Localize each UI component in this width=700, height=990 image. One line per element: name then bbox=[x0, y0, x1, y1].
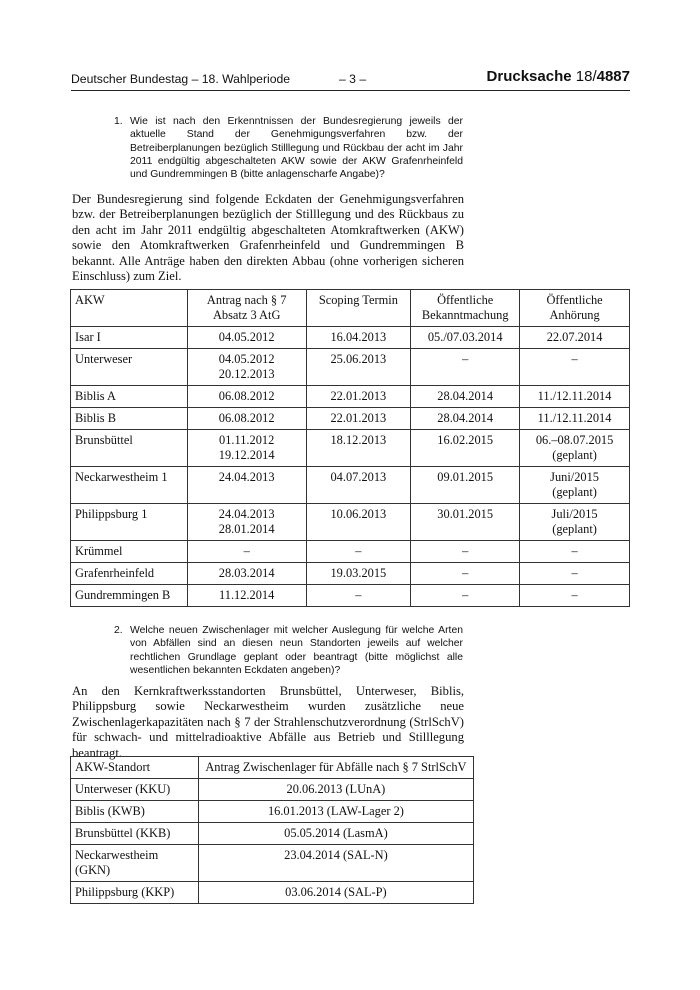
table-cell: – bbox=[520, 541, 630, 563]
table-row bbox=[71, 585, 630, 607]
header-publication: Deutscher Bundestag – 18. Wahlperiode bbox=[71, 72, 291, 86]
question-text: Wie ist nach den Erkenntnissen der Bundesregierung jeweils der aktuelle Stand der Genehmigungsverfahren bzw. der Betreiberplanungen bezüglich Stilllegung und Rückbau der acht im Jahr 2011 endgültig abgeschalteten AKW sowie der AKW Grafenrheinfeld und Gundremmingen B (bitte anlagenscharfe Angabe)? bbox=[130, 116, 463, 181]
row-label: Gundremmingen B bbox=[71, 585, 188, 607]
table-cell: 18.12.2013 bbox=[306, 430, 411, 467]
decommissioning-table bbox=[70, 289, 630, 607]
table-cell: 16.01.2013 (LAW-Lager 2) bbox=[198, 801, 473, 823]
answer-1: Der Bundesregierung sind folgende Eckdaten der Genehmigungsverfahren bzw. der Betreiberplanungen bezüglich der Stilllegung und des Rückbaus zu den acht im Jahr 2011 endgültig abgeschalteten Atomkraftwerken (AKW) sowie den Atomkraftwerken Grafenrheinfeld und Gundremmingen B bekannt. Alle Anträge haben den direkten Abbau (ohne vorherigen sicheren Einschluss) zum Ziel. bbox=[72, 192, 464, 284]
table-cell: – bbox=[411, 541, 520, 563]
table-cell: 23.04.2014 (SAL-N) bbox=[198, 845, 473, 882]
table-cell: 06.08.2012 bbox=[187, 408, 306, 430]
table-cell: 16.04.2013 bbox=[306, 327, 411, 349]
column-header: AKW-Standort bbox=[71, 757, 199, 779]
table-row bbox=[71, 779, 474, 801]
row-label: Krümmel bbox=[71, 541, 188, 563]
column-header: Öffentliche Bekanntmachung bbox=[411, 290, 520, 327]
column-header: AKW bbox=[71, 290, 188, 327]
document-num-bold: 4887 bbox=[596, 68, 630, 85]
table-cell: 22.07.2014 bbox=[520, 327, 630, 349]
page-header bbox=[71, 68, 630, 91]
table-cell: 01.11.2012 19.12.2014 bbox=[187, 430, 306, 467]
table-cell: 04.05.2012 20.12.2013 bbox=[187, 349, 306, 386]
table-cell: 05.05.2014 (LasmA) bbox=[198, 823, 473, 845]
table-cell: – bbox=[306, 541, 411, 563]
table-cell: 04.05.2012 bbox=[187, 327, 306, 349]
question-2 bbox=[114, 624, 463, 677]
table-cell: 06.–08.07.2015 (geplant) bbox=[520, 430, 630, 467]
column-header: Scoping Termin bbox=[306, 290, 411, 327]
table-row bbox=[71, 430, 630, 467]
row-label: Philippsburg (KKP) bbox=[71, 882, 199, 904]
table-row bbox=[71, 408, 630, 430]
column-header: Öffentliche Anhörung bbox=[520, 290, 630, 327]
table-cell: – bbox=[411, 563, 520, 585]
table-row bbox=[71, 563, 630, 585]
table-row bbox=[71, 327, 630, 349]
question-1 bbox=[114, 115, 463, 181]
table-row bbox=[71, 882, 474, 904]
row-label: Biblis B bbox=[71, 408, 188, 430]
table-cell: – bbox=[520, 585, 630, 607]
answer-2: An den Kernkraftwerksstandorten Brunsbüttel, Unterweser, Biblis, Philippsburg sowie Neckarwestheim wurden zusätzliche neue Zwischenlagerkapazitäten nach § 7 der Strahlenschutzverordnung (StrlSchV) für schwach- und mittelradioaktive Abfälle aus Betrieb und Stilllegung beantragt. bbox=[72, 684, 464, 760]
row-label: Brunsbüttel bbox=[71, 430, 188, 467]
table-cell: 03.06.2014 (SAL-P) bbox=[198, 882, 473, 904]
document-prefix: Drucksache bbox=[486, 68, 572, 85]
table-cell: 05./07.03.2014 bbox=[411, 327, 520, 349]
table-cell: 11./12.11.2014 bbox=[520, 386, 630, 408]
interim-storage-table bbox=[70, 756, 474, 904]
document-num-light: 18/ bbox=[575, 68, 597, 85]
column-header: Antrag Zwischenlager für Abfälle nach § 7 StrlSchV bbox=[198, 757, 473, 779]
table-row bbox=[71, 845, 474, 882]
row-label: Brunsbüttel (KKB) bbox=[71, 823, 199, 845]
table-cell: – bbox=[187, 541, 306, 563]
table-cell: 06.08.2012 bbox=[187, 386, 306, 408]
table-cell: – bbox=[306, 585, 411, 607]
table-cell: 20.06.2013 (LUnA) bbox=[198, 779, 473, 801]
table-cell: 11./12.11.2014 bbox=[520, 408, 630, 430]
table-cell: 30.01.2015 bbox=[411, 504, 520, 541]
table-cell: Juni/2015 (geplant) bbox=[520, 467, 630, 504]
column-header: Antrag nach § 7 Absatz 3 AtG bbox=[187, 290, 306, 327]
table-row bbox=[71, 504, 630, 541]
table-row bbox=[71, 801, 474, 823]
table-row bbox=[71, 823, 474, 845]
table-cell: 22.01.2013 bbox=[306, 408, 411, 430]
table-cell: 28.04.2014 bbox=[411, 386, 520, 408]
table-cell: 28.04.2014 bbox=[411, 408, 520, 430]
table-cell: 19.03.2015 bbox=[306, 563, 411, 585]
question-number: 1. bbox=[114, 116, 123, 127]
table-row bbox=[71, 541, 630, 563]
row-label: Philippsburg 1 bbox=[71, 504, 188, 541]
question-number: 2. bbox=[114, 625, 123, 636]
table-cell: 22.01.2013 bbox=[306, 386, 411, 408]
page-number: – 3 – bbox=[339, 72, 367, 86]
table-cell: – bbox=[520, 563, 630, 585]
table-cell: 25.06.2013 bbox=[306, 349, 411, 386]
table-cell: 24.04.2013 28.01.2014 bbox=[187, 504, 306, 541]
document-number bbox=[487, 68, 630, 85]
row-label: Unterweser (KKU) bbox=[71, 779, 199, 801]
table-cell: – bbox=[520, 349, 630, 386]
row-label: Biblis A bbox=[71, 386, 188, 408]
table-row bbox=[71, 467, 630, 504]
table-cell: 11.12.2014 bbox=[187, 585, 306, 607]
row-label: Unterweser bbox=[71, 349, 188, 386]
table-cell: 28.03.2014 bbox=[187, 563, 306, 585]
row-label: Grafenrheinfeld bbox=[71, 563, 188, 585]
table-cell: – bbox=[411, 585, 520, 607]
table-cell: 16.02.2015 bbox=[411, 430, 520, 467]
row-label: Neckarwestheim (GKN) bbox=[71, 845, 199, 882]
row-label: Neckarwestheim 1 bbox=[71, 467, 188, 504]
row-label: Biblis (KWB) bbox=[71, 801, 199, 823]
table-cell: Juli/2015 (geplant) bbox=[520, 504, 630, 541]
table-cell: – bbox=[411, 349, 520, 386]
table-cell: 09.01.2015 bbox=[411, 467, 520, 504]
row-label: Isar I bbox=[71, 327, 188, 349]
question-text: Welche neuen Zwischenlager mit welcher Auslegung für welche Arten von Abfällen sind an diesen neun Standorten jeweils auf welcher rechtlichen Grundlage geplant oder beantragt (bitte möglichst alle wesentlichen bekannten Eckdaten angeben)? bbox=[130, 625, 463, 676]
table-cell: 04.07.2013 bbox=[306, 467, 411, 504]
table-cell: 10.06.2013 bbox=[306, 504, 411, 541]
table-cell: 24.04.2013 bbox=[187, 467, 306, 504]
table-row bbox=[71, 386, 630, 408]
table-row bbox=[71, 349, 630, 386]
